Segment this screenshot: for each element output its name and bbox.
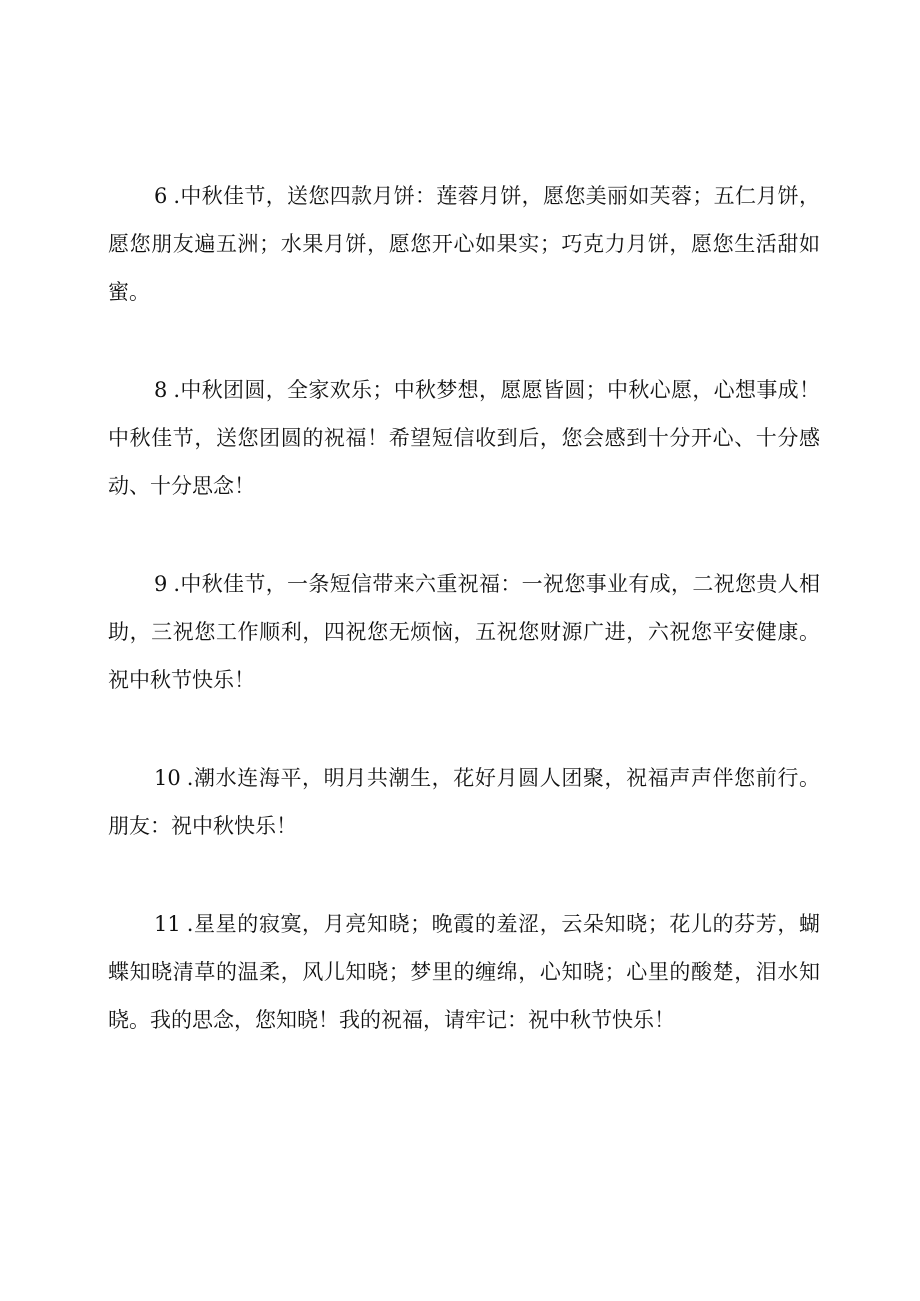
paragraph-8: [108, 366, 820, 510]
paragraph-text: .潮水连海平，明月共潮生，花好月圆人团聚，祝福声声伴您前行。朋友：祝中秋快乐！: [108, 766, 820, 838]
paragraph-number: 9: [154, 572, 168, 596]
paragraph-11: [108, 900, 820, 1044]
paragraph-text: .中秋团圆，全家欢乐；中秋梦想，愿愿皆圆；中秋心愿，心想事成！中秋佳节，送您团圆的祝福！希望短信收到后，您会感到十分开心、十分感动、十分思念！: [108, 378, 820, 498]
paragraph-6: [108, 172, 820, 316]
document-body: [108, 172, 820, 1094]
paragraph-number: 11: [154, 912, 181, 936]
paragraph-text: .中秋佳节，送您四款月饼：莲蓉月饼，愿您美丽如芙蓉；五仁月饼，愿您朋友遍五洲；水果月饼，愿您开心如果实；巧克力月饼，愿您生活甜如蜜。: [108, 184, 820, 304]
paragraph-number: 10: [154, 766, 181, 790]
paragraph-text: .中秋佳节，一条短信带来六重祝福：一祝您事业有成，二祝您贵人相助，三祝您工作顺利，四祝您无烦恼，五祝您财源广进，六祝您平安健康。祝中秋节快乐！: [108, 572, 820, 692]
paragraph-9: [108, 560, 820, 704]
paragraph-number: 8: [154, 378, 168, 402]
paragraph-10: [108, 754, 820, 850]
paragraph-number: 6: [154, 184, 168, 208]
paragraph-text: .星星的寂寞，月亮知晓；晚霞的羞涩，云朵知晓；花儿的芬芳，蝴蝶知晓清草的温柔，风儿知晓；梦里的缠绵，心知晓；心里的酸楚，泪水知晓。我的思念，您知晓！我的祝福，请牢记：祝中秋节快乐！: [108, 912, 820, 1032]
